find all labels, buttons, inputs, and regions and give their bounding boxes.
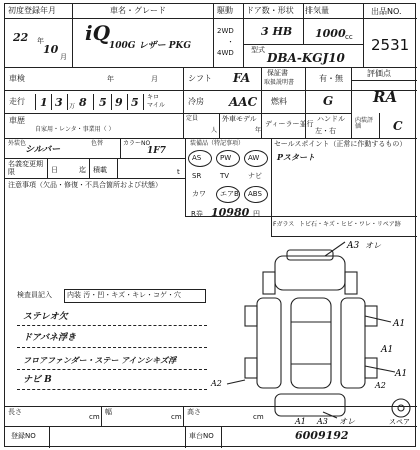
mark-a2-right: A2 <box>375 381 386 390</box>
equipment-item-label: TV <box>220 172 230 180</box>
mark-a1-right: A1 <box>393 319 406 329</box>
displacement-label: 排気量 <box>305 6 329 15</box>
equipment-item <box>215 186 243 204</box>
color-code-value: 1F7 <box>147 146 166 156</box>
color-value: シルバー <box>25 145 61 155</box>
reg-no-label: 登録NO <box>11 432 36 440</box>
height-label: 高さ <box>187 408 201 416</box>
shaken-month: 月 <box>151 75 158 83</box>
score-value: RA <box>373 88 398 106</box>
ac-value: AAC <box>229 95 258 109</box>
length-label: 長さ <box>8 408 22 416</box>
man-unit: 万 <box>69 103 76 110</box>
r-ticket-label: R券 <box>191 210 203 218</box>
inspector-line: ナビ B <box>23 375 52 385</box>
equipment-check-circle <box>216 186 240 203</box>
front-view-outline <box>275 256 345 290</box>
equipment-item-label: AS <box>192 154 202 162</box>
equipment-check-circle <box>244 186 268 203</box>
mileage-digits <box>35 92 175 112</box>
name-change-day: 日 <box>51 166 58 174</box>
fuel-label: 燃料 <box>271 97 287 106</box>
equipment-item-label: AW <box>248 154 260 162</box>
shift-label: シフト <box>188 74 212 83</box>
equipment-check-circle <box>188 150 212 167</box>
grade-value: 100G レザー PKG <box>109 41 192 51</box>
mileage-label: 走行 <box>9 97 25 106</box>
capacity-label: 定員 <box>186 115 199 122</box>
shaken-year: 年 <box>107 75 114 83</box>
equipment-item <box>187 150 215 168</box>
kilo-unit: キロ <box>147 94 160 101</box>
inspector-line: フロアファンダー・ステー アインシキズ浮 <box>23 355 177 365</box>
year-char: 年 <box>37 37 44 45</box>
car-name-label: 車名・グレード <box>110 6 166 15</box>
color-code-label: カラーNO <box>123 140 151 147</box>
model-value: DBA-KGJ10 <box>267 51 345 65</box>
left-wheel-rear <box>245 358 257 378</box>
equipment-item-label: カワ <box>192 190 206 198</box>
equipment-item <box>215 168 243 186</box>
selling-points-value: Pスタート <box>277 152 316 162</box>
height-unit: cm <box>253 413 264 421</box>
notes-label: 注意事項（欠品・修復・不具合箇所および状態） <box>8 181 162 189</box>
loaded-label: 積載 <box>93 166 107 174</box>
interior-value: C <box>393 119 403 133</box>
mileage-digit: 8 <box>79 96 87 109</box>
equipment-label: 装備品（特記事項） <box>190 140 245 147</box>
spare-tire <box>392 399 410 417</box>
lot-label: 出品NO. <box>371 7 402 16</box>
chassis-value: 6009192 <box>295 429 349 442</box>
mileage-digit: 3 <box>55 96 63 109</box>
mileage-digit: 1 <box>40 96 48 109</box>
warranty-value: 有・無 <box>319 74 343 83</box>
mark-a1-right-mid: A1 <box>381 345 394 355</box>
color-label: 外装色 <box>8 140 27 147</box>
car-damage-diagram <box>205 236 417 426</box>
mark-a1-rear: A1 <box>295 417 306 426</box>
shaken-label: 車検 <box>9 74 25 83</box>
left-side-outline <box>257 298 281 388</box>
mile-unit: マイル <box>147 102 165 109</box>
front-right-wheel <box>345 272 357 294</box>
car-name-value: iQ <box>85 21 111 45</box>
width-unit: cm <box>171 413 182 421</box>
inspector-label: 検査員記入 <box>17 291 52 299</box>
glass-label: Fガラス <box>273 221 295 228</box>
mileage-digit: 5 <box>99 96 107 109</box>
mark-a1-right-low: A1 <box>395 369 408 379</box>
lot-value: 2531 <box>371 36 410 54</box>
right-side-outline <box>341 298 365 388</box>
shift-value: FA <box>233 71 251 85</box>
equipment-check-circle <box>244 150 268 167</box>
interior-label: 内装評価 <box>355 117 374 130</box>
equipment-item <box>187 168 215 186</box>
equipment-item <box>243 168 271 186</box>
equipment-item-label: エアB <box>220 190 239 198</box>
door-value: 3 HB <box>261 25 293 38</box>
first-reg-year: 22 <box>13 31 29 44</box>
width-label: 幅 <box>105 408 112 416</box>
ton-unit: t <box>177 168 180 176</box>
yen-unit: 円 <box>253 210 260 218</box>
handle-value: 左・右 <box>315 127 336 135</box>
equipment-item-label: SR <box>192 172 202 180</box>
inspector-line: ステレオ欠 <box>23 312 68 322</box>
history-label: 車歴 <box>9 116 25 125</box>
drive-4wd: 4WD <box>217 49 234 57</box>
first-reg-label: 初度登録年月 <box>8 6 56 15</box>
equipment-item <box>243 150 271 168</box>
deadline-label: 迄 <box>79 166 86 174</box>
inspector-options: 内装 汚・凹・キズ・キレ・コゲ・穴 <box>67 291 182 299</box>
door-label: ドア数・形状 <box>246 6 294 15</box>
import-label: 外車モデル <box>222 115 257 123</box>
score-label: 評価点 <box>367 69 391 78</box>
auction-sheet: 初度登録年月 22 年 10 月 車名・グレード iQ 100G レザー PKG 駆動 2WD ・ 4WD ドア数・形状 3 HB 排気量 1000 cc 型式 DBA-KGJ10 出品NO. 2531 車検 年 月 シフト FA 保証書 取扱説明書 有・無 評価点 RA 走行 1 3 万 8 5 9 5 キロ マイル 冷房 AAC 燃料 G 車歴 自家用・レンタ・事業用（ ） 定員 人 外車モデル 年 ディーラー並行 ハンドル 左・右 内装評価 C 外装色 シルバー 色替 カラーNO 1F7 名義変更期限 日 迄 積載 t 注意事項（欠品・修復・不具合箇所および状態） 装備品（特記事項） AS PW AW SR TV ナビ カワ エアB ABS R券 10980 円 Fガラス トビ石・キズ・ヒビ・ワレ・リペア跡 セールスポイント（正常に作動するもの） Pスタート 検査員記入 内装 汚・凹・キズ・キレ・コゲ・穴 ステレオ欠 ドアバネ浮き フロアファンダー・ステー アインシキズ浮 ナビ B A3 オレ A1 A1 A1 A2 A2 A1 A3 オレ スペア 長さ cm 幅 cm 高さ cm 登録NO 車台NO 6009192 <box>4 3 416 447</box>
equipment-check-circle <box>216 150 240 167</box>
ac-label: 冷房 <box>188 97 204 106</box>
color-change-label: 色替 <box>91 140 104 147</box>
equipment-item <box>187 186 215 204</box>
selling-points-label: セールスポイント（正常に作動するもの） <box>274 140 407 148</box>
inspector-line: ドアバネ浮き <box>23 333 77 343</box>
capacity-unit: 人 <box>211 127 218 134</box>
front-left-wheel <box>263 272 275 294</box>
equipment-item-label: PW <box>220 154 232 162</box>
drive-2wd: 2WD <box>217 27 234 35</box>
rear-view-outline <box>275 394 345 416</box>
mark-a3-rear: A3 <box>317 417 328 426</box>
displacement-value: 1000 <box>315 27 346 40</box>
cc-unit: cc <box>345 33 353 41</box>
glass-damage: トビ石・キズ・ヒビ・ワレ・リペア跡 <box>299 221 401 228</box>
center-body-outline <box>291 298 331 388</box>
length-unit: cm <box>89 413 100 421</box>
history-sub: 自家用・レンタ・事業用（ ） <box>35 126 115 133</box>
equipment-item-label: ABS <box>248 190 262 198</box>
mark-a2-left: A2 <box>211 379 222 388</box>
first-reg-month: 10 <box>43 43 59 56</box>
r-ticket-value: 10980 <box>211 206 250 219</box>
dealer-label: ディーラー並行 <box>265 120 314 128</box>
equipment-item <box>215 150 243 168</box>
fuel-value: G <box>323 94 334 108</box>
mileage-digit: 9 <box>115 96 123 109</box>
warranty-sub: 取扱説明書 <box>264 79 295 86</box>
chassis-label: 車台NO <box>189 432 214 440</box>
import-value: 年 <box>255 127 262 134</box>
equipment-item-label: ナビ <box>248 172 262 180</box>
mileage-digit: 5 <box>131 96 139 109</box>
equipment-item <box>243 186 271 204</box>
mark-ore-top: オレ <box>365 241 381 250</box>
model-label: 型式 <box>251 46 265 54</box>
warranty-label: 保証書 <box>267 69 288 77</box>
name-change-label: 名義変更期限 <box>8 160 43 176</box>
month-char: 月 <box>60 53 67 61</box>
handle-label: ハンドル <box>317 115 345 123</box>
spare-label: スペア <box>389 418 410 426</box>
mark-ore-rear: オレ <box>339 417 355 426</box>
mark-a3-top: A3 <box>347 241 360 251</box>
left-wheel-front <box>245 306 257 326</box>
drive-label: 駆動 <box>217 6 233 15</box>
equipment-grid <box>187 150 271 210</box>
